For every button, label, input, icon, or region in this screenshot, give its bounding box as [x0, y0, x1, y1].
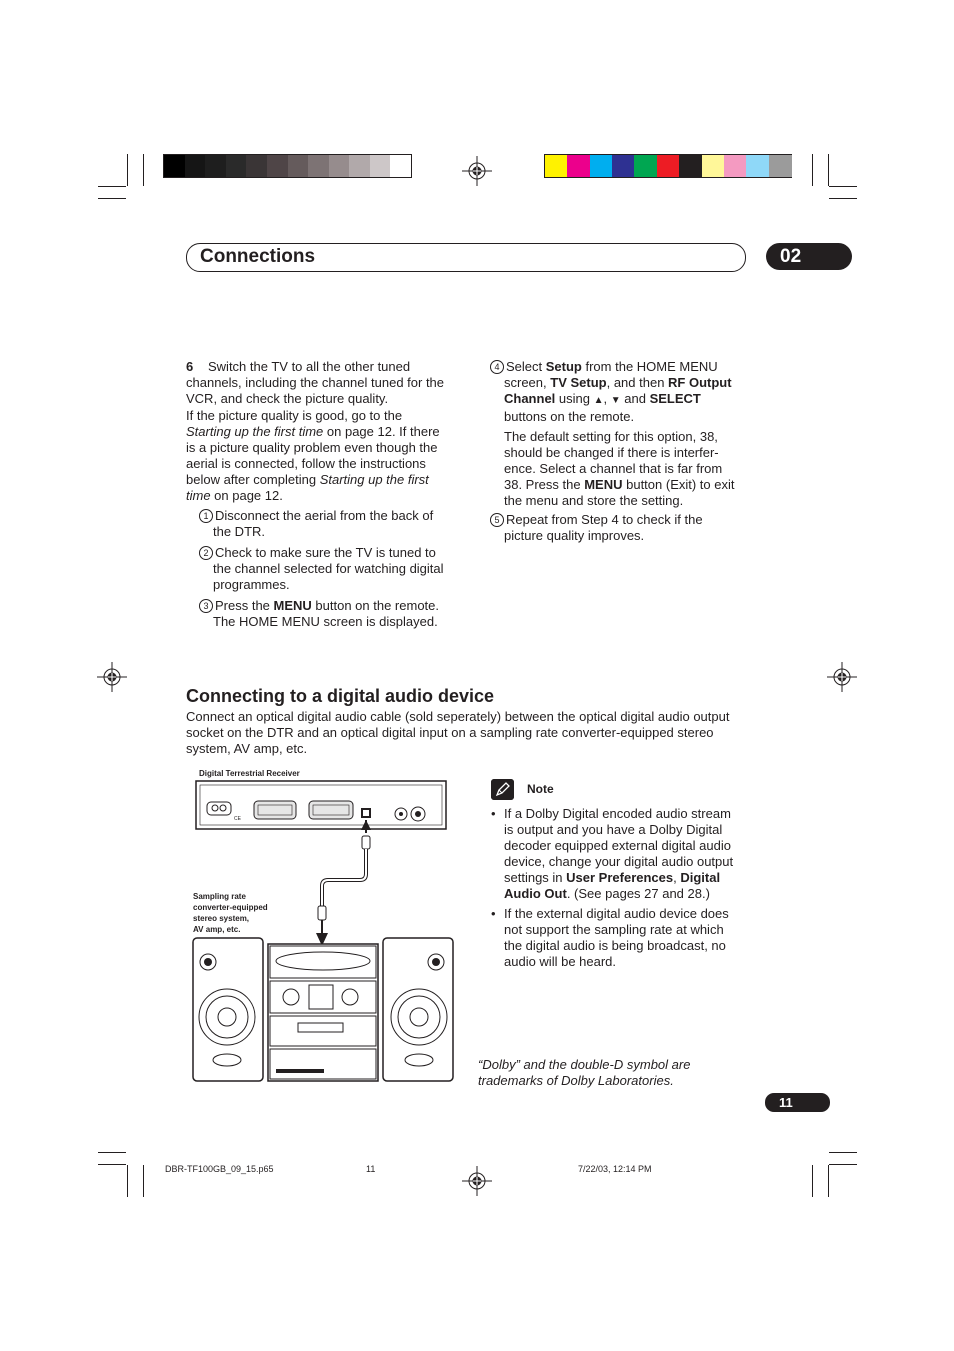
substep-text: Press the: [215, 598, 274, 613]
button-name: SELECT: [649, 391, 701, 406]
substep-text: Check to make sure the TV is tuned to: [215, 545, 436, 560]
registration-mark-icon: [462, 1166, 492, 1196]
stereo-label-line: Sampling rate: [193, 892, 246, 901]
note-line: not support the sampling rate at which: [504, 922, 724, 937]
substep-text: screen,: [504, 375, 551, 390]
menu-name: Channel: [504, 391, 556, 406]
menu-name: TV Setup: [550, 375, 607, 390]
paragraph-line: is a picture quality problem even though the: [186, 440, 438, 455]
crop-mark: [127, 154, 128, 186]
substep-text: Disconnect the aerial from the back of: [215, 508, 434, 523]
substep-text: Select: [506, 359, 546, 374]
crop-mark: [828, 154, 829, 186]
substep-text: the DTR.: [213, 524, 266, 539]
note-text: settings in: [504, 870, 567, 885]
substep-text: from the HOME MENU: [581, 359, 718, 374]
color-swatch: [724, 155, 747, 177]
bullet-dot: •: [491, 806, 496, 821]
note-pencil-icon: [491, 779, 514, 800]
note-line: If a Dolby Digital encoded audio stream: [504, 806, 731, 821]
registration-mark-icon: [97, 662, 127, 692]
color-swatch: [657, 155, 680, 177]
crop-mark: [829, 1152, 857, 1153]
color-swatch: [370, 155, 391, 177]
note-line: the digital audio is being broadcast, no: [504, 938, 726, 953]
intro-line: socket on the DTR and an optical digital input on a sampling rate converter-equipped stereo: [186, 725, 714, 740]
note-text: ,: [673, 870, 681, 885]
crop-mark: [143, 154, 144, 186]
paragraph-text: on page 12.: [210, 488, 283, 503]
process-color-bar: [544, 154, 792, 178]
crop-mark: [812, 154, 813, 186]
trademark-line: trademarks of Dolby Laboratories.: [478, 1073, 674, 1088]
color-swatch: [308, 155, 329, 177]
step-number-icon: 2: [199, 546, 213, 560]
chapter-header: [186, 243, 746, 272]
substep-text: button on the remote.: [311, 598, 440, 613]
substep-text: using: [555, 391, 594, 406]
cross-reference: Starting up the first: [319, 472, 429, 487]
color-swatch: [746, 155, 769, 177]
color-swatch: [349, 155, 370, 177]
substep-3: [199, 598, 459, 630]
color-swatch: [545, 155, 568, 177]
note-line: [504, 870, 753, 886]
note-line: device, change your digital audio output: [504, 854, 734, 869]
optical-cable: [316, 820, 371, 946]
step-number-icon: 4: [490, 360, 504, 374]
color-swatch: [185, 155, 206, 177]
substep-text: should be changed if there is interfer-: [504, 445, 719, 460]
step-number-icon: 1: [199, 509, 213, 523]
note-line: If the external digital audio device does: [504, 906, 729, 921]
color-swatch: [246, 155, 267, 177]
section-intro: [186, 709, 751, 757]
note-text: . (See pages 27 and 28.): [566, 886, 710, 901]
receiver-back-panel: [196, 781, 446, 829]
footer-page: 11: [366, 1164, 376, 1174]
note-line: decoder equipped external digital audio: [504, 838, 731, 853]
substep-2: [199, 545, 459, 593]
note-line: audio will be heard.: [504, 954, 617, 969]
cross-reference: Starting up the first time: [186, 424, 324, 439]
step-number-icon: 3: [199, 599, 213, 613]
registration-mark-icon: [462, 156, 492, 186]
menu-name: Setup: [545, 359, 582, 374]
quality-paragraph: [186, 408, 461, 504]
intro-line: Connect an optical digital audio cable (sold seperately) between the optical digital audio output: [186, 709, 730, 724]
connection-diagram: [190, 778, 456, 1084]
crop-mark: [98, 1164, 126, 1165]
substep-1: [199, 508, 459, 540]
crop-mark: [98, 1152, 126, 1153]
color-swatch: [769, 155, 792, 177]
left-speaker: [193, 938, 263, 1081]
substep-text: the channel selected for watching digital: [213, 561, 444, 576]
step-6-line: Switch the TV to all the other tuned: [208, 359, 411, 374]
step-6-line: channels, including the channel tuned for the: [186, 375, 445, 390]
color-swatch: [329, 155, 350, 177]
color-swatch: [612, 155, 635, 177]
chapter-number: 02: [766, 243, 852, 270]
note-line: [504, 886, 753, 902]
paragraph-line: [186, 488, 461, 504]
receiver-label: Digital Terrestrial Receiver: [199, 769, 300, 778]
menu-name: Digital: [680, 870, 721, 885]
substep-text: button (Exit) to exit: [622, 477, 735, 492]
color-swatch: [267, 155, 288, 177]
right-speaker: [383, 938, 453, 1081]
paragraph-line: aerial is connected, follow the instructions: [186, 456, 426, 471]
menu-name: RF Output: [668, 375, 732, 390]
substep-4: [490, 359, 752, 509]
menu-name: Audio Out: [504, 886, 567, 901]
crop-mark: [812, 1165, 813, 1197]
paragraph-text: on page 12. If there: [323, 424, 440, 439]
crop-mark: [828, 1165, 829, 1197]
button-name: MENU: [584, 477, 623, 492]
page-number: 11: [765, 1093, 830, 1112]
substep-text: The default setting for this option, 38,: [504, 429, 718, 444]
step-6-line: VCR, and check the picture quality.: [186, 391, 389, 406]
section-heading: Connecting to a digital audio device: [186, 686, 495, 706]
crop-mark: [98, 186, 126, 187]
color-swatch: [164, 155, 185, 177]
step-number: 6: [186, 359, 194, 374]
substep-text: the menu and store the setting.: [504, 493, 684, 508]
stereo-label-line: AV amp, etc.: [193, 925, 241, 934]
note-bullet-2: [491, 906, 753, 970]
color-swatch: [702, 155, 725, 177]
paragraph-line: [186, 424, 461, 440]
substep-text: The HOME MENU screen is displayed.: [213, 614, 438, 629]
stereo-label-line: converter-equipped: [193, 903, 268, 912]
intro-line: system, AV amp, etc.: [186, 741, 308, 756]
trademark-notice: [478, 1057, 690, 1089]
substep-text: Repeat from Step 4 to check if the: [506, 512, 703, 527]
color-swatch: [590, 155, 613, 177]
substep-text: ence. Select a channel that is far from: [504, 461, 723, 476]
substep-text: picture quality improves.: [504, 528, 645, 543]
chapter-title: Connections: [200, 246, 316, 267]
button-name: MENU: [273, 598, 312, 613]
substep-text: , and then: [606, 375, 669, 390]
note-title: Note: [527, 782, 554, 796]
color-swatch: [679, 155, 702, 177]
stereo-system: [268, 944, 378, 1081]
substep-text: and: [620, 391, 650, 406]
registration-mark-icon: [827, 662, 857, 692]
substep-text: programmes.: [213, 577, 290, 592]
crop-mark: [127, 1165, 128, 1197]
down-arrow-icon: ▼: [610, 395, 621, 406]
bullet-dot: •: [491, 906, 496, 921]
color-swatch: [226, 155, 247, 177]
note-line: is output and you have a Dolby Digital: [504, 822, 723, 837]
stereo-label-line: stereo system,: [193, 914, 250, 923]
paragraph-line: [186, 472, 461, 488]
up-arrow-icon: ▲: [593, 395, 604, 406]
color-swatch: [288, 155, 309, 177]
grayscale-color-bar: [163, 154, 412, 178]
paragraph-text: below after completing: [186, 472, 320, 487]
substep-text: 38. Press the: [504, 477, 585, 492]
svg-text:CE: CE: [234, 816, 241, 822]
color-swatch: [567, 155, 590, 177]
footer-filename: DBR-TF100GB_09_15.p65: [165, 1164, 274, 1174]
crop-mark: [829, 1164, 857, 1165]
trademark-line: “Dolby” and the double-D symbol are: [478, 1057, 691, 1072]
crop-mark: [98, 198, 126, 199]
color-swatch: [205, 155, 226, 177]
paragraph-line: If the picture quality is good, go to the: [186, 408, 403, 423]
step-6: [186, 359, 458, 407]
crop-mark: [829, 198, 857, 199]
substep-text: ,: [603, 391, 611, 406]
color-swatch: [390, 155, 411, 177]
crop-mark: [143, 1165, 144, 1197]
step-number-icon: 5: [490, 513, 504, 527]
note-bullet-1: [491, 806, 753, 902]
substep-5: [490, 512, 752, 544]
substep-text: buttons on the remote.: [504, 409, 635, 424]
cross-reference: time: [186, 488, 211, 503]
menu-name: User Preferences: [566, 870, 674, 885]
footer-date: 7/22/03, 12:14 PM: [578, 1164, 652, 1174]
crop-mark: [829, 186, 857, 187]
color-swatch: [634, 155, 657, 177]
